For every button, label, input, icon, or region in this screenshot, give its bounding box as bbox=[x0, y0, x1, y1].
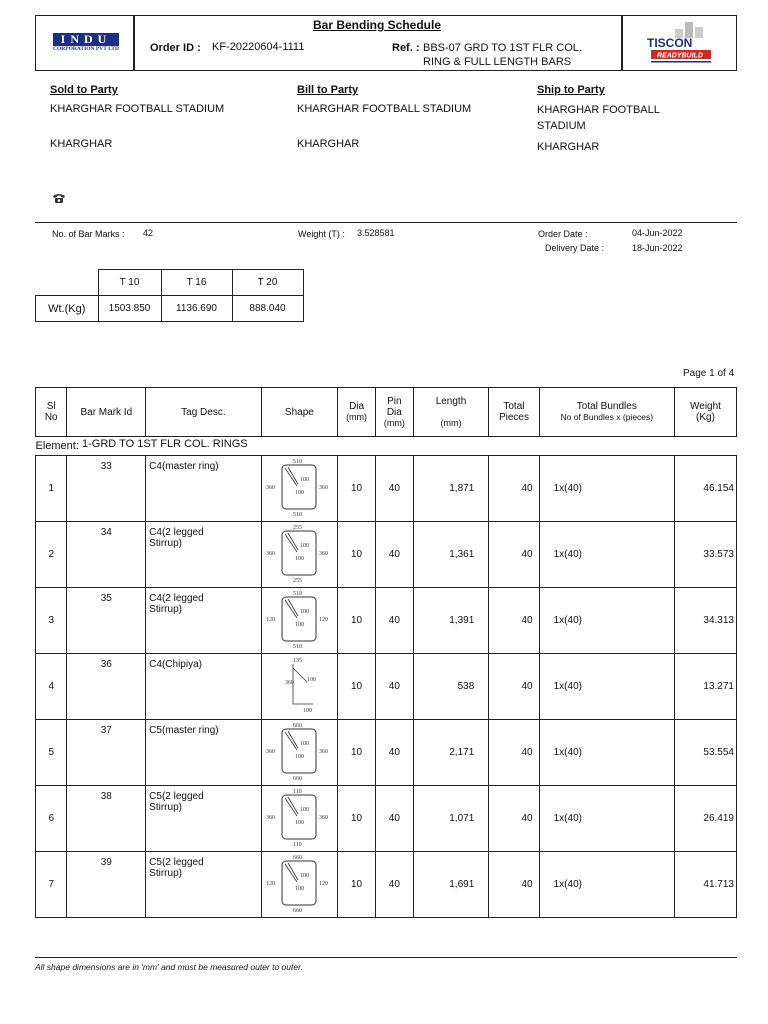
svg-text:100: 100 bbox=[300, 477, 310, 483]
footer-note: All shape dimensions are in 'mm' and must be measured outer to outer. bbox=[35, 962, 303, 972]
col-bar-mark: Bar Mark Id bbox=[67, 388, 146, 437]
wt-header: T 10 bbox=[98, 270, 161, 296]
cell-bundles: 1x(40) bbox=[539, 522, 674, 588]
svg-text:360: 360 bbox=[319, 815, 329, 821]
svg-text:360: 360 bbox=[266, 815, 276, 821]
cell-sl: 4 bbox=[36, 654, 67, 720]
col-pin-dia: Pin Dia (mm) bbox=[375, 388, 413, 437]
cell-shape bbox=[261, 522, 338, 588]
cell-sl: 2 bbox=[36, 522, 67, 588]
svg-text:100: 100 bbox=[295, 754, 305, 760]
svg-text:660: 660 bbox=[293, 776, 303, 782]
cell-pieces: 40 bbox=[489, 456, 539, 522]
cell-weight: 33.573 bbox=[674, 522, 736, 588]
svg-text:360: 360 bbox=[266, 485, 276, 491]
svg-text:255: 255 bbox=[293, 578, 303, 584]
svg-text:660: 660 bbox=[293, 855, 303, 861]
bar-marks-label: No. of Bar Marks : bbox=[52, 229, 125, 239]
order-date-label: Order Date : bbox=[538, 229, 588, 239]
col-shape: Shape bbox=[261, 388, 338, 437]
order-id-label: Order ID : bbox=[150, 42, 201, 54]
cell-bar-mark: 39 bbox=[67, 852, 146, 918]
cell-dia: 10 bbox=[338, 852, 376, 918]
cell-dia: 10 bbox=[338, 522, 376, 588]
ship-to-label: Ship to Party bbox=[537, 84, 605, 96]
svg-text:READYBUILD: READYBUILD bbox=[657, 52, 703, 60]
cell-weight: 41.713 bbox=[674, 852, 736, 918]
cell-tag: C4(Chipiya) bbox=[146, 654, 261, 720]
cell-pieces: 40 bbox=[489, 522, 539, 588]
svg-text:120: 120 bbox=[319, 617, 329, 623]
cell-sl: 6 bbox=[36, 786, 67, 852]
sold-to-city: KHARGHAR bbox=[50, 138, 113, 150]
col-sl: Sl No bbox=[36, 388, 67, 437]
bar-marks-value: 42 bbox=[143, 228, 154, 238]
cell-sl: 1 bbox=[36, 456, 67, 522]
cell-pin-dia: 40 bbox=[375, 720, 413, 786]
svg-text:110: 110 bbox=[293, 789, 303, 795]
cell-pieces: 40 bbox=[489, 654, 539, 720]
svg-text:120: 120 bbox=[319, 881, 329, 887]
cell-dia: 10 bbox=[338, 786, 376, 852]
svg-text:110: 110 bbox=[293, 842, 303, 848]
cell-bar-mark: 35 bbox=[67, 588, 146, 654]
tiscon-logo bbox=[645, 20, 715, 68]
svg-text:660: 660 bbox=[293, 723, 303, 729]
svg-text:510: 510 bbox=[293, 644, 303, 650]
svg-text:100: 100 bbox=[300, 807, 310, 813]
cell-bundles: 1x(40) bbox=[539, 720, 674, 786]
table-row bbox=[36, 456, 737, 522]
cell-length: 1,691 bbox=[413, 852, 489, 918]
svg-text:360: 360 bbox=[266, 551, 276, 557]
cell-pieces: 40 bbox=[489, 852, 539, 918]
bar-shape-diagram bbox=[263, 786, 335, 848]
svg-text:100: 100 bbox=[295, 622, 305, 628]
sold-to-label: Sold to Party bbox=[50, 84, 118, 96]
wt-value: 888.040 bbox=[232, 296, 303, 322]
cell-bundles: 1x(40) bbox=[539, 654, 674, 720]
cell-pieces: 40 bbox=[489, 786, 539, 852]
svg-text:TISCON: TISCON bbox=[647, 36, 693, 50]
weight-label: Weight (T) : bbox=[298, 229, 345, 239]
col-weight: Weight (Kg) bbox=[674, 388, 736, 437]
svg-text:100: 100 bbox=[295, 820, 305, 826]
bbs-table bbox=[35, 387, 737, 918]
element-label: Element: bbox=[35, 440, 79, 452]
cell-tag: C5(master ring) bbox=[146, 720, 261, 786]
cell-pieces: 40 bbox=[489, 588, 539, 654]
cell-bar-mark: 38 bbox=[67, 786, 146, 852]
cell-bar-mark: 36 bbox=[67, 654, 146, 720]
cell-shape bbox=[261, 588, 338, 654]
cell-bar-mark: 34 bbox=[67, 522, 146, 588]
cell-dia: 10 bbox=[338, 720, 376, 786]
table-row bbox=[36, 852, 737, 918]
col-bundles: Total Bundles No of Bundles x (pieces) bbox=[539, 388, 674, 437]
svg-text:100: 100 bbox=[307, 677, 317, 683]
cell-sl: 5 bbox=[36, 720, 67, 786]
svg-text:510: 510 bbox=[293, 512, 303, 518]
order-id-value: KF-20220604-1111 bbox=[212, 41, 305, 53]
cell-weight: 34.313 bbox=[674, 588, 736, 654]
cell-pieces: 40 bbox=[489, 720, 539, 786]
cell-pin-dia: 40 bbox=[375, 588, 413, 654]
cell-bundles: 1x(40) bbox=[539, 852, 674, 918]
phone-icon bbox=[52, 191, 66, 209]
cell-shape bbox=[261, 786, 338, 852]
svg-text:100: 100 bbox=[295, 556, 305, 562]
table-row bbox=[36, 588, 737, 654]
cell-shape bbox=[261, 456, 338, 522]
cell-bundles: 1x(40) bbox=[539, 588, 674, 654]
cell-pin-dia: 40 bbox=[375, 786, 413, 852]
cell-tag: C5(2 legged Stirrup) bbox=[146, 786, 261, 852]
bar-shape-diagram bbox=[263, 852, 335, 914]
ref-line-2: RING & FULL LENGTH BARS bbox=[423, 56, 572, 68]
cell-bundles: 1x(40) bbox=[539, 786, 674, 852]
element-row bbox=[36, 437, 737, 456]
table-row bbox=[36, 522, 737, 588]
cell-pin-dia: 40 bbox=[375, 522, 413, 588]
bar-shape-diagram bbox=[263, 720, 335, 782]
cell-length: 1,391 bbox=[413, 588, 489, 654]
cell-tag: C5(2 legged Stirrup) bbox=[146, 852, 261, 918]
bill-to-name: KHARGHAR FOOTBALL STADIUM bbox=[297, 103, 472, 115]
bar-shape-diagram bbox=[263, 456, 335, 518]
svg-text:360: 360 bbox=[319, 485, 329, 491]
page-indicator: Page 1 of 4 bbox=[683, 368, 735, 379]
cell-weight: 53.554 bbox=[674, 720, 736, 786]
cell-pin-dia: 40 bbox=[375, 852, 413, 918]
ship-to-name-line2: STADIUM bbox=[537, 120, 586, 132]
cell-sl: 7 bbox=[36, 852, 67, 918]
cell-weight: 26.419 bbox=[674, 786, 736, 852]
sold-to-name: KHARGHAR FOOTBALL STADIUM bbox=[50, 103, 225, 115]
table-row bbox=[36, 654, 737, 720]
cell-tag: C4(master ring) bbox=[146, 456, 261, 522]
cell-length: 1,071 bbox=[413, 786, 489, 852]
col-length: Length (mm) bbox=[413, 388, 489, 437]
cell-weight: 13.271 bbox=[674, 654, 736, 720]
document-title: Bar Bending Schedule bbox=[313, 18, 442, 32]
bill-to-label: Bill to Party bbox=[297, 84, 359, 96]
table-header-row bbox=[36, 388, 737, 437]
indu-logo: INDU CORPORATION PVT LTD bbox=[53, 32, 119, 52]
bar-shape-diagram bbox=[263, 588, 335, 650]
bar-shape-diagram bbox=[263, 522, 335, 584]
ship-to-city: KHARGHAR bbox=[537, 141, 600, 153]
cell-length: 1,871 bbox=[413, 456, 489, 522]
svg-text:100: 100 bbox=[295, 886, 305, 892]
ref-line-1: BBS-07 GRD TO 1ST FLR COL. bbox=[423, 42, 582, 54]
svg-text:510: 510 bbox=[293, 459, 303, 465]
svg-text:100: 100 bbox=[303, 708, 313, 714]
cell-dia: 10 bbox=[338, 456, 376, 522]
cell-pin-dia: 40 bbox=[375, 456, 413, 522]
cell-dia: 10 bbox=[338, 654, 376, 720]
svg-text:360: 360 bbox=[285, 680, 295, 686]
cell-pin-dia: 40 bbox=[375, 654, 413, 720]
svg-text:360: 360 bbox=[319, 551, 329, 557]
cell-shape bbox=[261, 654, 338, 720]
svg-text:120: 120 bbox=[266, 617, 276, 623]
weight-by-dia-table bbox=[35, 269, 304, 322]
cell-tag: C4(2 legged Stirrup) bbox=[146, 522, 261, 588]
cell-tag: C4(2 legged Stirrup) bbox=[146, 588, 261, 654]
cell-bar-mark: 37 bbox=[67, 720, 146, 786]
wt-value: 1503.850 bbox=[98, 296, 161, 322]
svg-text:100: 100 bbox=[300, 741, 310, 747]
svg-text:100: 100 bbox=[295, 490, 305, 496]
bill-to-city: KHARGHAR bbox=[297, 138, 360, 150]
cell-length: 2,171 bbox=[413, 720, 489, 786]
ship-to-name-line1: KHARGHAR FOOTBALL bbox=[537, 104, 660, 116]
cell-bar-mark: 33 bbox=[67, 456, 146, 522]
wt-value: 1136.690 bbox=[161, 296, 232, 322]
svg-text:660: 660 bbox=[293, 908, 303, 914]
order-date-value: 04-Jun-2022 bbox=[632, 228, 683, 238]
svg-text:100: 100 bbox=[300, 543, 310, 549]
table-row bbox=[36, 786, 737, 852]
cell-weight: 46.154 bbox=[674, 456, 736, 522]
cell-shape bbox=[261, 720, 338, 786]
delivery-date-value: 18-Jun-2022 bbox=[632, 243, 683, 253]
col-dia: Dia (mm) bbox=[338, 388, 376, 437]
svg-text:135: 135 bbox=[293, 658, 303, 664]
svg-text:510: 510 bbox=[293, 591, 303, 597]
wt-row-label: Wt.(Kg) bbox=[36, 296, 99, 322]
svg-text:120: 120 bbox=[266, 881, 276, 887]
element-value: 1-GRD TO 1ST FLR COL. RINGS bbox=[81, 438, 248, 450]
ref-label: Ref. : bbox=[392, 42, 420, 54]
wt-header: T 16 bbox=[161, 270, 232, 296]
delivery-date-label: Delivery Date : bbox=[545, 243, 605, 253]
weight-value: 3.528581 bbox=[357, 228, 395, 238]
bar-shape-diagram bbox=[263, 654, 335, 716]
wt-header: T 20 bbox=[232, 270, 303, 296]
svg-text:100: 100 bbox=[300, 873, 310, 879]
cell-dia: 10 bbox=[338, 588, 376, 654]
svg-text:100: 100 bbox=[300, 609, 310, 615]
cell-sl: 3 bbox=[36, 588, 67, 654]
cell-bundles: 1x(40) bbox=[539, 456, 674, 522]
svg-text:360: 360 bbox=[319, 749, 329, 755]
col-tag: Tag Desc. bbox=[146, 388, 261, 437]
col-pieces: Total Pieces bbox=[489, 388, 539, 437]
cell-length: 538 bbox=[413, 654, 489, 720]
svg-text:360: 360 bbox=[266, 749, 276, 755]
cell-length: 1,361 bbox=[413, 522, 489, 588]
cell-shape bbox=[261, 852, 338, 918]
svg-text:255: 255 bbox=[293, 525, 303, 531]
table-row bbox=[36, 720, 737, 786]
